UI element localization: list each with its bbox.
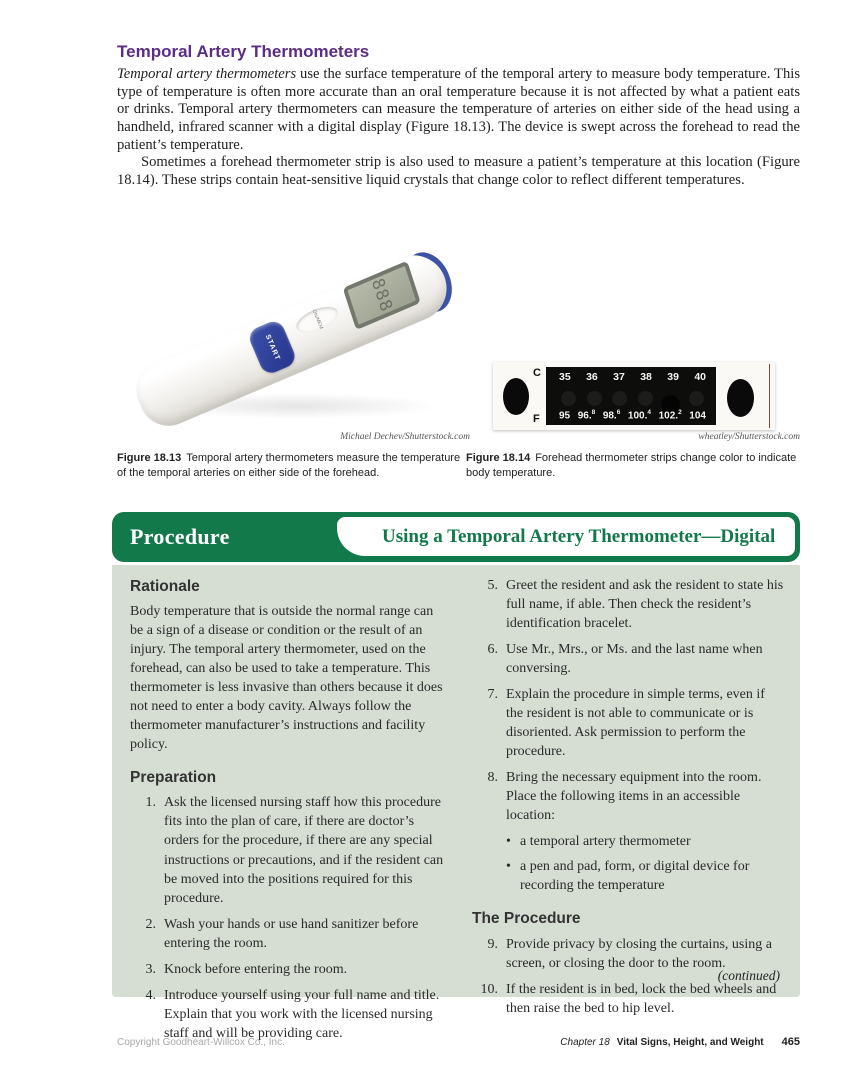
intro-paragraph-1-body: use the surface temperature of the temporal artery to measure body temperature. This type of temperature is often more accurate than an oral temperature because it is not affected by what a patient eats or drinks. Temporal artery thermometers can measure the temperature of arteries on either side of the head using a handheld, infrared scanner with a digital display (Figure 18.13). The device is swept across the forehead to read the patient’s temperature. <box>117 66 800 153</box>
intro-paragraph-2: Sometimes a forehead thermometer strip is also used to measure a patient’s temperature at this location (Figure 18.14). These strips contain heat-sensitive liquid crystals that change color to reflect different temperatures. <box>117 154 800 188</box>
prep-step-1: 1. Ask the licensed nursing staff how this procedure fits into the plan of care, if there are doctor’s orders for the procedure, if there are any special instructions or precautions, and if the resident can be moved into the positions required for this procedure. <box>145 795 444 906</box>
fahrenheit-value: 98.$^6$ <box>602 408 621 421</box>
strip-left-oval <box>503 378 529 415</box>
bullet-icon: • <box>506 859 511 875</box>
celsius-value: 38 <box>640 371 652 383</box>
procedure-left-column <box>130 576 448 1041</box>
celsius-value: 36 <box>586 371 598 383</box>
celsius-value: 35 <box>559 371 571 383</box>
strip-scale-letters <box>533 362 545 430</box>
section-heading: Temporal Artery Thermometers <box>117 42 370 61</box>
procedure-body <box>112 565 800 1041</box>
equipment-list <box>506 832 784 895</box>
lcd-digits: 888 <box>367 275 397 316</box>
rationale-text: Body temperature that is outside the normal range can be a sign of a disease or condition or the result of an injury. The temporal artery thermometer, used on the forehead, can also be used to take a temperature. This thermometer is less invasive than others because it does not need to enter a body cavity. Always follow the thermometer manufacturer’s instructions and facility policy. <box>130 604 443 753</box>
chapter-title: Vital Signs, Height, and Weight <box>616 1037 764 1048</box>
rationale-heading: Rationale <box>130 578 200 595</box>
equipment-item-2: • a pen and pad, form, or digital device for recording the temperature <box>506 857 784 895</box>
fahrenheit-value: 102.$^2$ <box>658 408 682 421</box>
procedure-step-10: 10. If the resident is in bed, lock the bed wheels and then raise the bed to hip level. <box>480 981 777 1016</box>
strip-right-oval <box>727 379 754 417</box>
prep-step-8: 8. Bring the necessary equipment into the room. Place the following items in an accessible location: <box>487 770 762 824</box>
photo-credit: wheatley/Shutterstock.com <box>698 432 800 442</box>
celsius-value: 39 <box>667 371 679 383</box>
equipment-item-1: • a temporal artery thermometer <box>506 832 784 851</box>
on-mem-label: ON/MEM <box>310 308 324 331</box>
forehead-thermometer-strip <box>493 362 775 430</box>
copyright-notice: Copyright Goodheart-Willcox Co., Inc. <box>117 1037 285 1048</box>
strip-black-band <box>546 367 716 425</box>
fahrenheit-value: 95 <box>559 410 571 421</box>
page-number: 465 <box>781 1036 800 1048</box>
procedure-step-9: 9. Provide privacy by closing the curtains, using a screen, or closing the door to the room. <box>487 936 772 971</box>
prep-step-7: 7. Explain the procedure in simple terms, even if the resident is not able to communicate or is disoriented. Ask permission to perform the procedure. <box>487 687 765 760</box>
figure-caption <box>466 451 800 480</box>
thermometer-photo <box>117 245 470 431</box>
celsius-label: C <box>533 367 541 379</box>
figure-label: Figure 18.14 <box>466 452 531 464</box>
chapter-number: Chapter 18 <box>560 1037 610 1048</box>
procedure-right-column <box>472 576 784 1016</box>
prep-step-3: 3. Knock before entering the room. <box>145 961 348 977</box>
figure-label: Figure 18.13 <box>117 452 182 464</box>
intro-paragraph-1 <box>117 66 800 154</box>
continued-note: (continued) <box>717 967 780 983</box>
liquid-crystal-dots <box>546 391 716 406</box>
figure-caption-text: Temporal artery thermometers measure the temperature of the temporal arteries on either side of the forehead. <box>117 452 461 479</box>
prep-step-4: 4. Introduce yourself using your full name and title. Explain that you work with the licensed nursing staff and will be providing care. <box>145 987 440 1041</box>
photo-credit: Michael Dechev/Shutterstock.com <box>340 432 470 442</box>
fahrenheit-label: F <box>533 413 540 425</box>
start-label: START <box>263 333 281 362</box>
procedure-header <box>112 512 800 562</box>
page-footer <box>117 1036 800 1048</box>
celsius-value: 40 <box>694 371 706 383</box>
prep-step-6: 6. Use Mr., Mrs., or Ms. and the last name when conversing. <box>487 642 763 677</box>
procedure-tab-label: Procedure <box>130 524 230 549</box>
strip-edge-line <box>769 364 770 428</box>
procedure-title-panel <box>337 517 795 556</box>
fahrenheit-values-row <box>546 409 716 421</box>
preparation-heading: Preparation <box>130 769 217 787</box>
prep-step-2: 2. Wash your hands or use hand sanitizer before entering the room. <box>145 916 419 951</box>
bullet-icon: • <box>506 834 511 850</box>
thermometer-strip-photo <box>466 245 800 431</box>
intro-text <box>117 66 800 190</box>
figure-18-13 <box>117 245 470 480</box>
procedure-title: Using a Temporal Artery Thermometer—Digital <box>382 525 776 547</box>
footer-chapter-info <box>560 1036 800 1048</box>
figure-caption <box>117 451 470 480</box>
celsius-value: 37 <box>613 371 625 383</box>
celsius-values-row <box>546 371 716 383</box>
procedure-box <box>112 512 800 1041</box>
prep-step-5: 5. Greet the resident and ask the resident to state his full name, if able. Then check the resident’s identification bracelet. <box>487 578 784 632</box>
figure-caption-text: Forehead thermometer strips change color to indicate body temperature. <box>466 452 797 479</box>
fahrenheit-value: 104 <box>689 410 706 421</box>
figure-18-14 <box>466 245 800 480</box>
key-term: Temporal artery thermometers <box>117 66 297 82</box>
fahrenheit-value: 100.$^4$ <box>627 408 652 421</box>
fahrenheit-value: 96.$^8$ <box>577 408 596 421</box>
the-procedure-heading: The Procedure <box>472 910 581 928</box>
